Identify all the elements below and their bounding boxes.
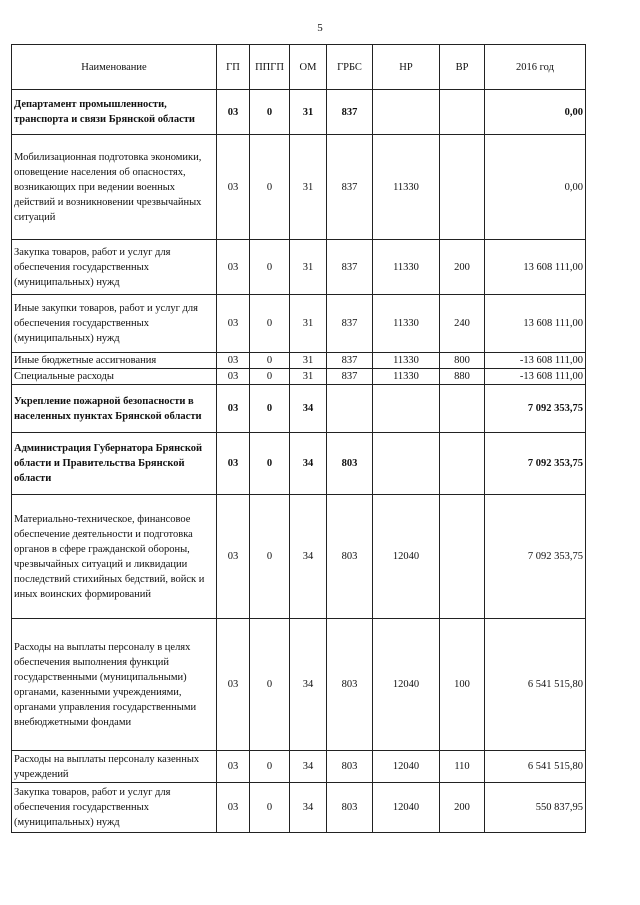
row-ppgp: 0 — [250, 619, 290, 751]
row-om: 34 — [290, 385, 327, 433]
row-vr: 240 — [440, 295, 485, 353]
row-amount: 13 608 111,00 — [485, 240, 586, 295]
table-row — [12, 240, 586, 295]
column-header-grbs: ГРБС — [327, 45, 373, 90]
row-om: 31 — [290, 135, 327, 240]
column-header-nr: НР — [373, 45, 440, 90]
table-body — [12, 90, 586, 833]
row-om: 31 — [290, 90, 327, 135]
row-vr — [440, 433, 485, 495]
row-om: 34 — [290, 495, 327, 619]
row-gp: 03 — [217, 751, 250, 783]
table-row — [12, 495, 586, 619]
row-om: 34 — [290, 433, 327, 495]
row-om: 31 — [290, 353, 327, 369]
row-grbs: 803 — [327, 619, 373, 751]
table-row — [12, 783, 586, 833]
row-gp: 03 — [217, 433, 250, 495]
row-ppgp: 0 — [250, 783, 290, 833]
column-header-gp: ГП — [217, 45, 250, 90]
row-name: Закупка товаров, работ и услуг для обеспечения государственных (муниципальных) нужд — [12, 240, 217, 295]
row-ppgp: 0 — [250, 433, 290, 495]
row-amount: 7 092 353,75 — [485, 433, 586, 495]
row-ppgp: 0 — [250, 385, 290, 433]
row-name: Департамент промышленности, транспорта и связи Брянской области — [12, 90, 217, 135]
row-om: 31 — [290, 295, 327, 353]
row-name: Специальные расходы — [12, 369, 217, 385]
row-nr: 11330 — [373, 135, 440, 240]
row-vr: 100 — [440, 619, 485, 751]
row-vr: 110 — [440, 751, 485, 783]
row-nr: 12040 — [373, 751, 440, 783]
row-grbs: 837 — [327, 135, 373, 240]
table-header-row — [12, 45, 586, 90]
row-vr — [440, 385, 485, 433]
table-row — [12, 433, 586, 495]
table-row — [12, 619, 586, 751]
row-gp: 03 — [217, 135, 250, 240]
row-gp: 03 — [217, 369, 250, 385]
row-name: Администрация Губернатора Брянской области и Правительства Брянской области — [12, 433, 217, 495]
row-gp: 03 — [217, 90, 250, 135]
row-gp: 03 — [217, 495, 250, 619]
row-amount: 7 092 353,75 — [485, 495, 586, 619]
row-amount: 6 541 515,80 — [485, 619, 586, 751]
row-vr: 880 — [440, 369, 485, 385]
table-row — [12, 385, 586, 433]
row-nr — [373, 90, 440, 135]
table-row — [12, 135, 586, 240]
row-name: Закупка товаров, работ и услуг для обеспечения государственных (муниципальных) нужд — [12, 783, 217, 833]
row-vr: 800 — [440, 353, 485, 369]
row-grbs: 837 — [327, 240, 373, 295]
row-ppgp: 0 — [250, 353, 290, 369]
row-name: Расходы на выплаты персоналу в целях обеспечения выполнения функций государственными (муниципальными) органами, казенными учреждениями, органами управления государственными внебюджетными фондами — [12, 619, 217, 751]
row-gp: 03 — [217, 619, 250, 751]
table-row — [12, 751, 586, 783]
row-amount: 0,00 — [485, 90, 586, 135]
row-nr: 11330 — [373, 295, 440, 353]
row-amount: 550 837,95 — [485, 783, 586, 833]
row-nr: 12040 — [373, 619, 440, 751]
budget-table — [11, 44, 586, 833]
row-nr: 12040 — [373, 783, 440, 833]
row-gp: 03 — [217, 295, 250, 353]
column-header-ppgp: ППГП — [250, 45, 290, 90]
row-name: Укрепление пожарной безопасности в населенных пунктах Брянской области — [12, 385, 217, 433]
row-name: Мобилизационная подготовка экономики, оповещение населения об опасностях, возникающих при ведении военных действий и возникновении чрезвычайных ситуаций — [12, 135, 217, 240]
row-grbs: 803 — [327, 783, 373, 833]
row-om: 34 — [290, 619, 327, 751]
column-header-vr: ВР — [440, 45, 485, 90]
row-name: Иные бюджетные ассигнования — [12, 353, 217, 369]
row-amount: 6 541 515,80 — [485, 751, 586, 783]
row-grbs: 837 — [327, 369, 373, 385]
row-nr: 11330 — [373, 369, 440, 385]
row-amount: 7 092 353,75 — [485, 385, 586, 433]
row-om: 31 — [290, 369, 327, 385]
row-grbs: 837 — [327, 90, 373, 135]
row-ppgp: 0 — [250, 495, 290, 619]
row-ppgp: 0 — [250, 135, 290, 240]
row-name: Расходы на выплаты персоналу казенных учреждений — [12, 751, 217, 783]
row-vr — [440, 135, 485, 240]
row-om: 34 — [290, 783, 327, 833]
row-nr — [373, 433, 440, 495]
row-amount: -13 608 111,00 — [485, 369, 586, 385]
row-nr: 12040 — [373, 495, 440, 619]
table-row — [12, 90, 586, 135]
row-vr — [440, 90, 485, 135]
row-gp: 03 — [217, 353, 250, 369]
page-number: 5 — [317, 22, 323, 34]
table-row — [12, 369, 586, 385]
row-ppgp: 0 — [250, 369, 290, 385]
row-grbs — [327, 385, 373, 433]
row-om: 31 — [290, 240, 327, 295]
row-gp: 03 — [217, 783, 250, 833]
row-nr — [373, 385, 440, 433]
row-ppgp: 0 — [250, 240, 290, 295]
row-grbs: 803 — [327, 495, 373, 619]
row-om: 34 — [290, 751, 327, 783]
row-vr: 200 — [440, 783, 485, 833]
row-name: Материально-техническое, финансовое обеспечение деятельности и подготовка органов в сфере гражданской обороны, чрезвычайных ситуаций и ликвидации последствий стихийных бедствий, войск и иных воинских формирований — [12, 495, 217, 619]
row-amount: -13 608 111,00 — [485, 353, 586, 369]
row-ppgp: 0 — [250, 751, 290, 783]
row-grbs: 803 — [327, 751, 373, 783]
column-header-om: ОМ — [290, 45, 327, 90]
row-nr: 11330 — [373, 353, 440, 369]
row-gp: 03 — [217, 385, 250, 433]
row-vr — [440, 495, 485, 619]
row-grbs: 837 — [327, 353, 373, 369]
row-gp: 03 — [217, 240, 250, 295]
row-amount: 0,00 — [485, 135, 586, 240]
row-amount: 13 608 111,00 — [485, 295, 586, 353]
row-vr: 200 — [440, 240, 485, 295]
column-header-year: 2016 год — [485, 45, 586, 90]
row-ppgp: 0 — [250, 90, 290, 135]
row-grbs: 803 — [327, 433, 373, 495]
row-grbs: 837 — [327, 295, 373, 353]
column-header-name: Наименование — [12, 45, 217, 90]
table-row — [12, 295, 586, 353]
table-row — [12, 353, 586, 369]
row-nr: 11330 — [373, 240, 440, 295]
row-ppgp: 0 — [250, 295, 290, 353]
row-name: Иные закупки товаров, работ и услуг для обеспечения государственных (муниципальных) нужд — [12, 295, 217, 353]
